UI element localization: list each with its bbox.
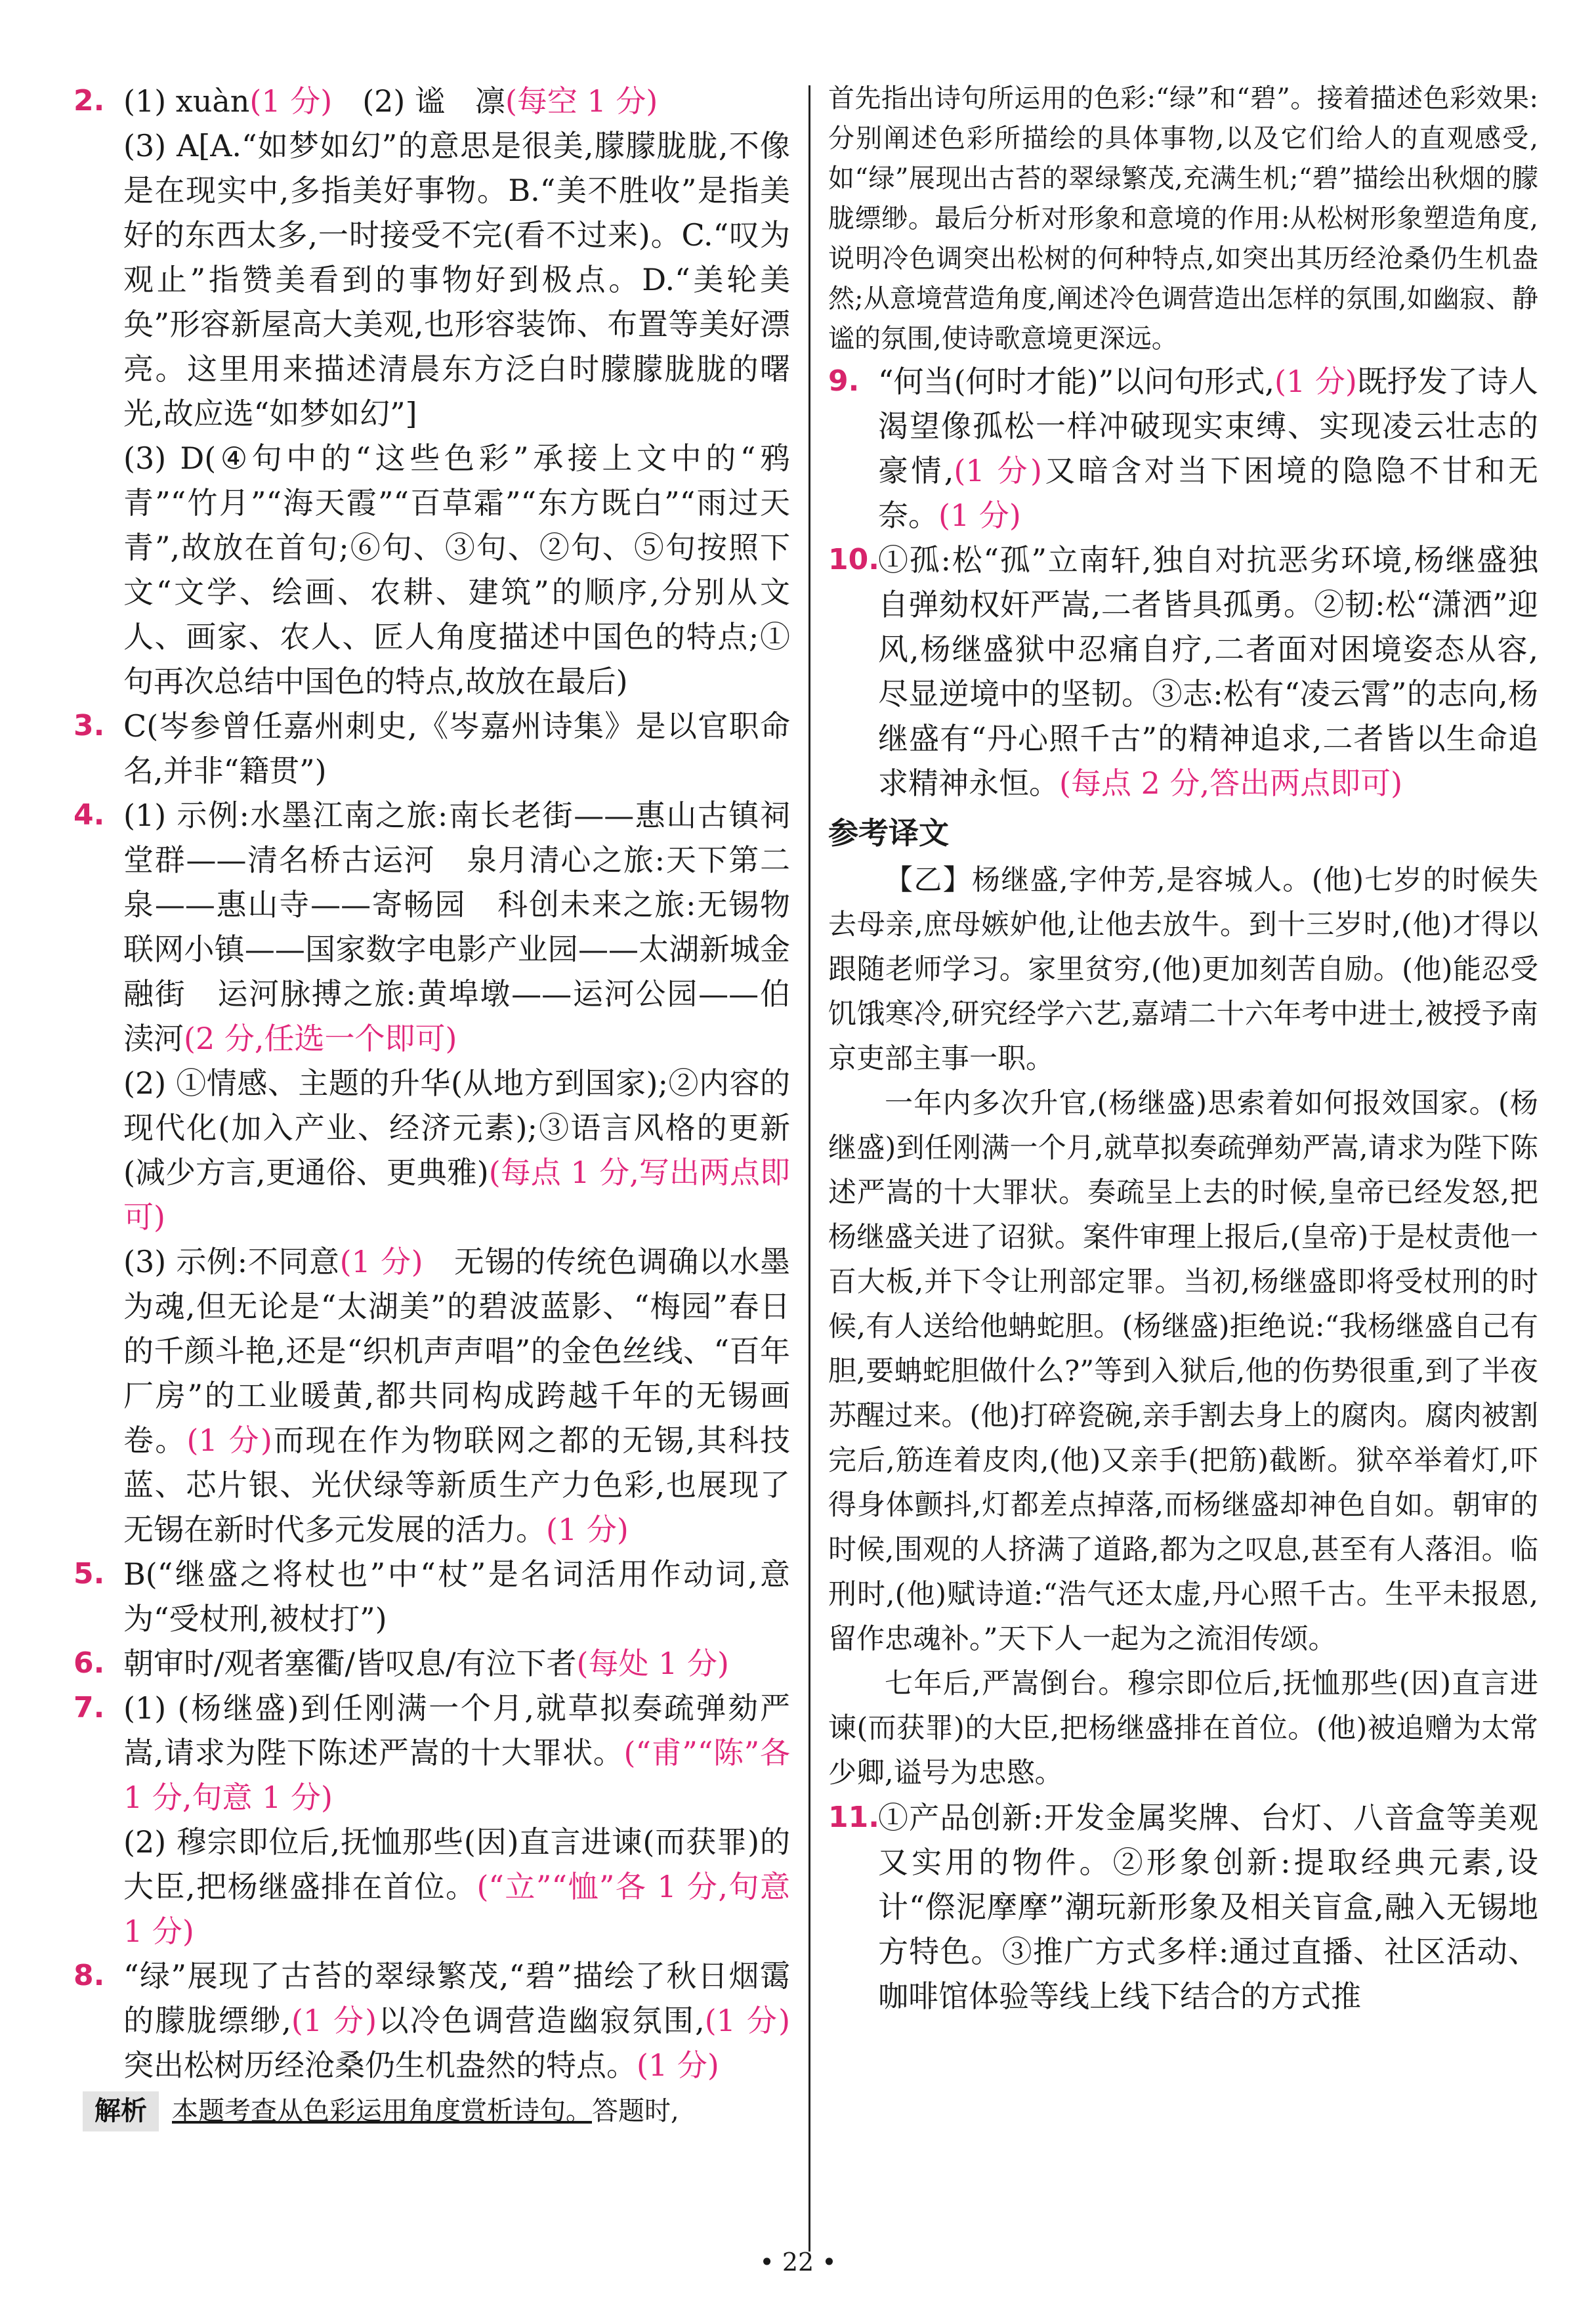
answer-9-text: “何当(何时才能)”以问句形式,(1 分)既抒发了诗人渴望像孤松一样冲破现实束缚、实现凌云壮志的豪情,(1 分)又暗含对当下困境的隐隐不甘和无奈。(1 分) (878, 364, 1539, 533)
answer-7-part1: (1) (杨继盛)到任刚满一个月,就草拟奏疏弹劾严嵩,请求为陛下陈述严嵩的十大罪状。(“甫”“陈”各 1 分,句意 1 分) (123, 1690, 791, 1815)
right-column (828, 79, 1538, 2019)
answer-5 (74, 1552, 790, 1641)
translation-paragraph-2: 一年内多次升官,(杨继盛)思索着如何报效国家。(杨继盛)到任刚满一个月,就草拟奏疏弹劾严嵩,请求为陛下陈述严嵩的十大罪状。奏疏呈上去的时候,皇帝已经发怒,把杨继盛关进了诏狱。案件审理上报后,(皇帝)于是杖责他一百大板,并下令让刑部定罪。当初,杨继盛即将受杖刑的时候,有人送给他蚺蛇胆。(杨继盛)拒绝说:“我杨继盛自己有胆,要蚺蛇胆做什么?”等到入狱后,他的伤势很重,到了半夜苏醒过来。(他)打碎瓷碗,亲手割去身上的腐肉。腐肉被割完后,筋连着皮肉,(他)又亲手(把筋)截断。狱卒举着灯,吓得身体颤抖,灯都差点掉落,而杨继盛却神色自如。朝审的时候,围观的人挤满了道路,都为之叹息,甚至有人落泪。临刑时,(他)赋诗道:“浩气还太虚,丹心照千古。生平未报恩,留作忠魂补。”天下人一起为之流泪传颂。 (828, 1087, 1538, 1656)
answer-number: 9. (828, 364, 860, 398)
answer-number: 6. (74, 1646, 105, 1680)
analysis-continued: 首先指出诗句所运用的色彩:“绿”和“碧”。接着描述色彩效果:分别阐述色彩所描绘的具体事物,以及它们给人的直观感受,如“绿”展现出古苔的翠绿繁茂,充满生机;“碧”描绘出秋烟的朦胧缥缈。最后分析对形象和意境的作用:从松树形象塑造角度,说明冷色调突出松树的何种特点,如突出其历经沧桑仍生机盎然;从意境营造角度,阐述冷色调营造出怎样的氛围,如幽寂、静谧的氛围,使诗歌意境更深远。 (828, 83, 1538, 354)
answer-number: 3. (74, 709, 105, 742)
answer-2 (74, 79, 790, 704)
answer-3 (74, 704, 790, 793)
answer-2-line1: (1) xuàn(1 分) (2) 谧 凛(每空 1 分) (123, 83, 658, 119)
answer-2-part3a: (3) A[A.“如梦如幻”的意思是很美,朦朦胧胧,不像是在现实中,多指美好事物。B.“美不胜收”是指美好的东西太多,一时接受不完(看不过来)。C.“叹为观止”指赞美看到的事物好到极点。D.“美轮美奂”形容新屋高大美观,也形容装饰、布置等美好漂亮。这里用来描述清晨东方泛白时朦朦胧胧的曙光,故应选“如梦如幻”] (123, 128, 790, 431)
answer-number: 5. (74, 1557, 105, 1591)
answer-number: 11. (828, 1801, 879, 1834)
answer-11-text: ①产品创新:开发金属奖牌、台灯、八音盒等美观又实用的物件。②形象创新:提取经典元素,设计“傺泥摩摩”潮玩新形象及相关盲盒,融入无锡地方特色。③推广方式多样:通过直播、社区活动、咖啡馆体验等线上线下结合的方式推 (878, 1800, 1538, 2014)
answer-6-text: 朝审时/观者塞衢/皆叹息/有泣下者(每处 1 分) (123, 1646, 729, 1681)
answer-5-text: B(“继盛之将杖也”中“杖”是名词活用作动词,意为“受杖刑,被杖打”) (123, 1556, 790, 1636)
answer-4-part1: (1) 示例:水墨江南之旅:南长老街——惠山古镇祠堂群——清名桥古运河 泉月清心之旅:天下第二泉——惠山寺——寄畅园 科创未来之旅:无锡物联网小镇——国家数字电影产业园——太湖新城金融街 运河脉搏之旅:黄埠墩——运河公园——伯渎河(2 分,任选一个即可) (123, 798, 790, 1056)
answer-number: 10. (828, 543, 879, 576)
page-number: • 22 • (759, 2248, 837, 2277)
translation-paragraph-3: 七年后,严嵩倒台。穆宗即位后,抚恤那些(因)直言进谏(而获罪)的大臣,把杨继盛排在首位。(他)被追赠为太常少卿,谥号为忠愍。 (828, 1667, 1538, 1789)
left-column (74, 79, 790, 2131)
answer-4-part3: (3) 示例:不同意(1 分) 无锡的传统色调确以水墨为魂,但无论是“太湖美”的碧波蓝影、“梅园”春日的千颜斗艳,还是“织机声声唱”的金色丝线、“百年厂房”的工业暖黄,都共同构成跨越千年的无锡画卷。(1 分)而现在作为物联网之都的无锡,其科技蓝、芯片银、光伏绿等新质生产力色彩,也展现了无锡在新时代多元发展的活力。(1 分) (123, 1244, 791, 1547)
answer-4 (74, 793, 790, 1552)
analysis-underlined: 本题考查从色彩运用角度赏析诗句。 (172, 2096, 592, 2126)
column-divider (808, 85, 810, 2252)
answer-8 (74, 1954, 790, 2087)
answer-10 (828, 538, 1538, 805)
answer-number: 2. (74, 84, 105, 118)
answer-4-part2: (2) ①情感、主题的升华(从地方到国家);②内容的现代化(加入产业、经济元素);③语言风格的更新(减少方言,更通俗、更典雅)(每点 1 分,写出两点即可) (123, 1065, 790, 1235)
answer-7-part2: (2) 穆宗即位后,抚恤那些(因)直言进谏(而获罪)的大臣,把杨继盛排在首位。(“立”“恤”各 1 分,句意 1 分) (123, 1824, 790, 1949)
reference-translation-title: 参考译文 (828, 815, 949, 851)
answer-10-text: ①孤:松“孤”立南轩,独自对抗恶劣环境,杨继盛独自弹劾权奸严嵩,二者皆具孤勇。②韧:松“潇洒”迎风,杨继盛狱中忍痛自疗,二者面对困境姿态从容,尽显逆境中的坚韧。③志:松有“凌云霄”的志向,杨继盛有“丹心照千古”的精神追求,二者皆以生命追求精神永恒。(每点 2 分,答出两点即可) (878, 542, 1538, 801)
analysis-label: 解析 (83, 2091, 159, 2131)
answer-6 (74, 1641, 790, 1686)
answer-3-text: C(岑参曾任嘉州刺史,《岑嘉州诗集》是以官职命名,并非“籍贯”) (123, 708, 790, 788)
analysis-rest: 答题时, (592, 2096, 679, 2126)
answer-number: 8. (74, 1959, 105, 1992)
answer-7 (74, 1686, 790, 1954)
analysis-block (74, 2091, 790, 2131)
answer-number: 7. (74, 1691, 105, 1724)
answer-2-part3b: (3) D(④句中的“这些色彩”承接上文中的“鸦青”“竹月”“海天霞”“百草霜”“东方既白”“雨过天青”,故放在首句;⑥句、③句、②句、⑤句按照下文“文学、绘画、农耕、建筑”的顺序,分别从文人、画家、农人、匠人角度描述中国色的特点;①句再次总结中国色的特点,故放在最后) (123, 440, 790, 699)
answer-11 (828, 1795, 1538, 2019)
answer-8-text: “绿”展现了古苔的翠绿繁茂,“碧”描绘了秋日烟霭的朦胧缥缈,(1 分)以冷色调营造幽寂氛围,(1 分)突出松树历经沧桑仍生机盎然的特点。(1 分) (123, 1958, 791, 2083)
answer-9 (828, 359, 1538, 538)
answer-number: 4. (74, 798, 105, 832)
translation-paragraph-1: 【乙】杨继盛,字仲芳,是容城人。(他)七岁的时候失去母亲,庶母嫉妒他,让他去放牛。到十三岁时,(他)才得以跟随老师学习。家里贫穷,(他)更加刻苦自励。(他)能忍受饥饿寒冷,研究经学六艺,嘉靖二十六年考中进士,被授予南京吏部主事一职。 (828, 864, 1538, 1075)
